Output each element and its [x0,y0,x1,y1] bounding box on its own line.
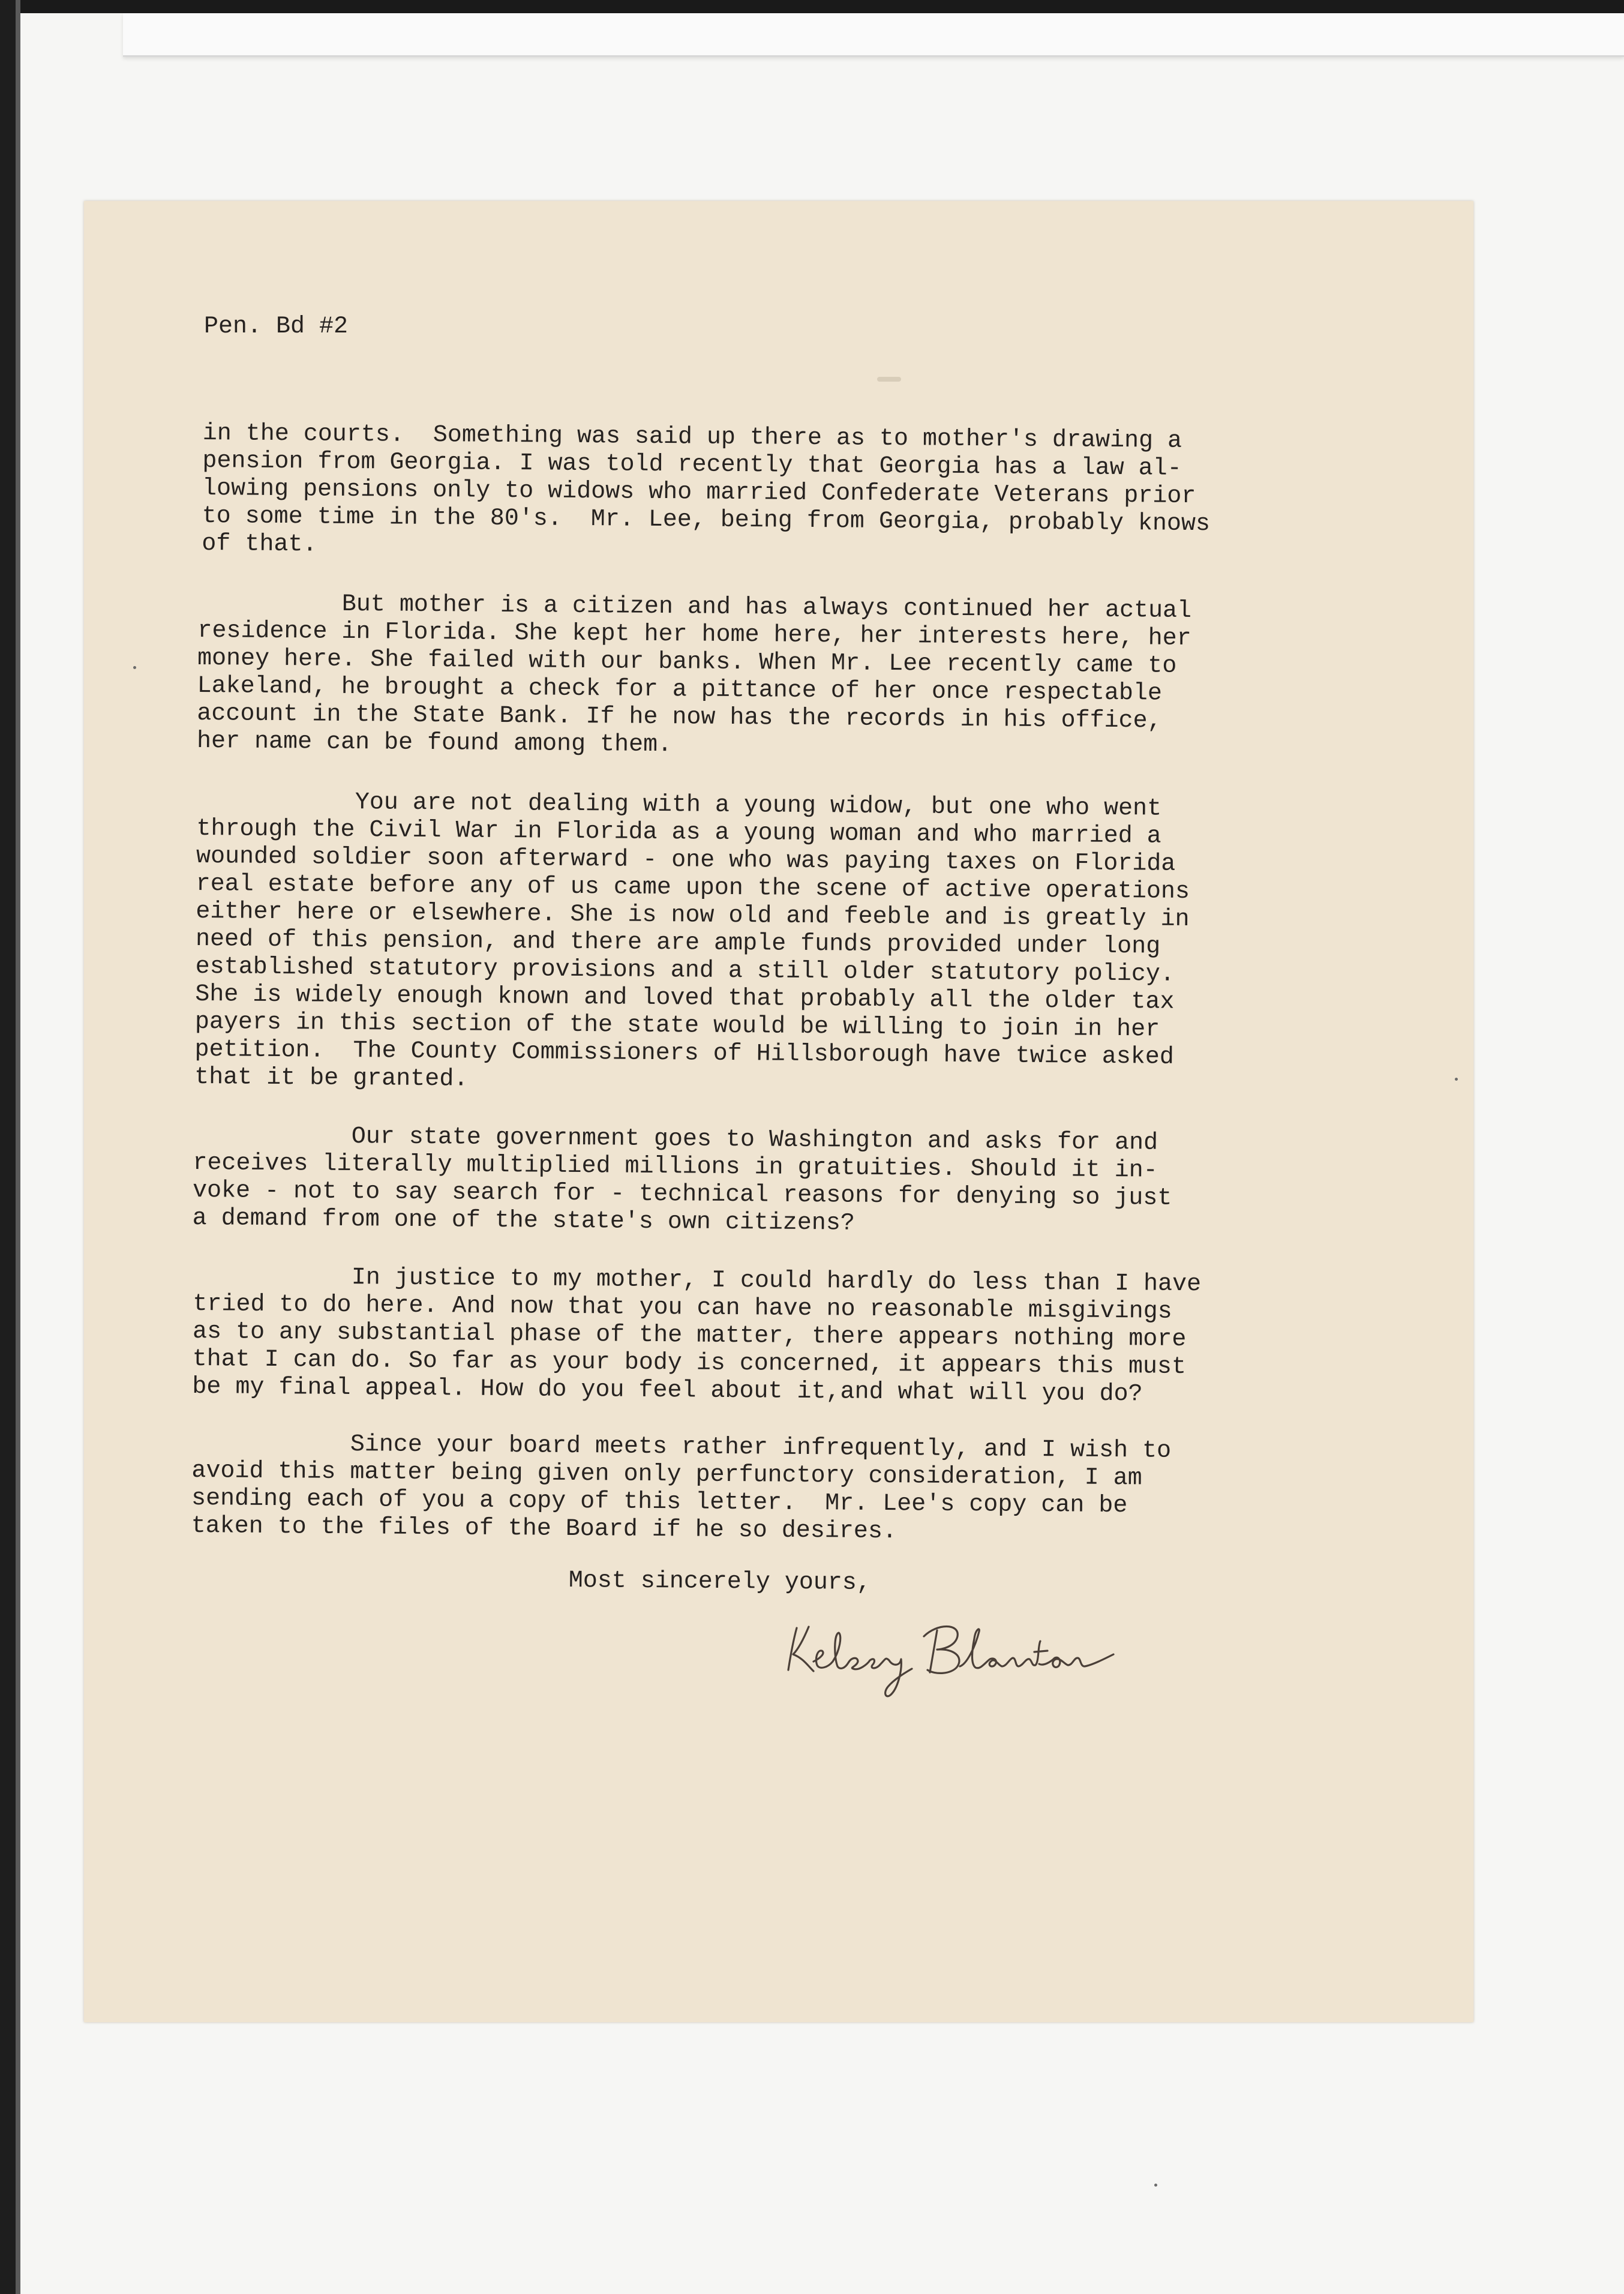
paragraph-2: But mother is a citizen and has always continued her actual residence in Florida. She kept her home here, her interests here, her money here. She failed with our banks. When Mr. Lee recently came to Lakeland, he brought a check for a pittance of her once respectable account in the State Bank. If he now has the records in his office, her name can be found among them. [196,590,1192,759]
paragraph-3: You are not dealing with a young widow, but one who went through the Civil War in Florida as a young woman and who married a wounded soldier soon afterward - one who was paying taxes on Florida real estate before any of us came upon the scene of active operations either here or elsewhere. She is now old and feeble and is greatly in need of this pension, and there are ample funds provided under long established statutory provisions and a still older statutory policy. She is widely enough known and loved that probably all the older tax payers in this section of the state would be willing to join in her petition. The County Commissioners of Hillsborough have twice asked that it be granted. [194,788,1190,1093]
closing-line: Most sincerely yours, [568,1567,872,1597]
paragraph-6: Since your board meets rather infrequently, and I wish to avoid this matter being given only perfunctory consideration, I am sending each of you a copy of this letter. Mr. Lee's copy can be taken to the files of the Board if he so desires. [191,1430,1172,1546]
scanner-frame-top [0,0,1624,13]
scanner-frame-left-edge [16,0,20,2294]
paragraph-1: in the courts. Something was said up there as to mother's drawing a pension from Georgia. I was told recently that Georgia has a law al- lowing pensions only to widows who married Confederate Veterans prior to some time in the 80's. Mr. Lee, being from Georgia, probably knows of that. [202,420,1211,559]
scanner-frame-left [0,0,16,2294]
handwritten-signature [780,1599,1128,1701]
paper-speck [133,666,136,669]
paper-speck [1154,2184,1157,2187]
paper-speck [1455,1078,1458,1081]
page-header-label: Pen. Bd #2 [204,313,349,340]
paragraph-4: Our state government goes to Washington and asks for and receives literally multiplied millions in gratuities. Should it in- voke - not to say search for - technical reasons for denying so just a demand from one of the state's own citizens? [192,1122,1172,1237]
paragraph-5: In justice to my mother, I could hardly do less than I have tried to do here. And now that you can have no reasonable misgivings as to any substantial phase of the matter, there appears nothing more that I can do. So far as your body is concerned, it appears this must be my final appeal. How do you feel about it,and what will you do? [192,1263,1202,1408]
folder-edge [123,13,1624,57]
paper-speck [877,377,901,382]
